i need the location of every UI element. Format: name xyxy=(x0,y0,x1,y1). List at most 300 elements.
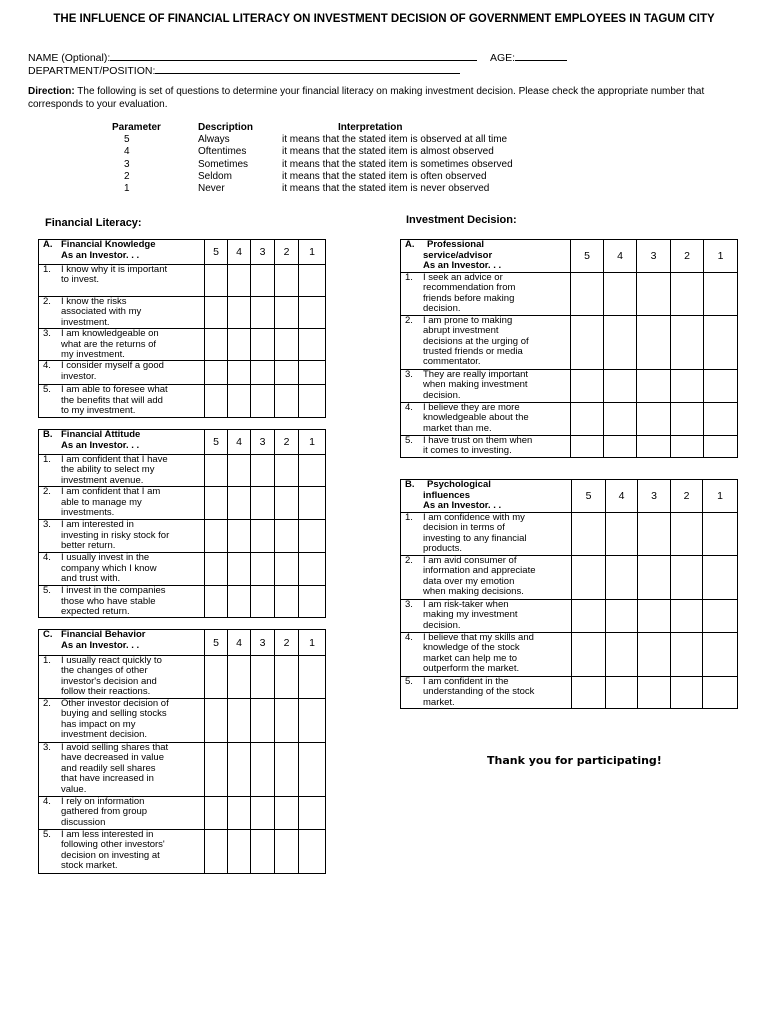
section-title xyxy=(61,430,140,451)
rating-cell-3[interactable] xyxy=(637,435,671,457)
rating-cell-4[interactable] xyxy=(228,830,251,874)
parameter-table xyxy=(112,122,513,195)
rating-cell-5[interactable] xyxy=(205,586,228,618)
rating-cell-2[interactable] xyxy=(671,632,703,676)
rating-cell-2[interactable] xyxy=(671,369,704,402)
question-line: data over my emotion xyxy=(423,575,515,587)
rating-cell-2[interactable] xyxy=(275,385,299,418)
question-line: I am avid consumer of xyxy=(423,554,517,566)
direction-label: Direction: xyxy=(28,86,75,97)
question-line: decision on investing at xyxy=(61,849,160,861)
rating-cell-3[interactable] xyxy=(251,586,275,618)
question-line: market. xyxy=(423,696,455,708)
rating-cell-3[interactable] xyxy=(638,555,671,599)
document-title: THE INFLUENCE OF FINANCIAL LITERACY ON INVESTMENT DECISION OF GOVERNMENT EMPLOYEES IN TAGUM CITY xyxy=(53,13,715,25)
question-text xyxy=(39,830,205,874)
question-line: company which I know xyxy=(61,562,157,574)
rating-cell-2[interactable] xyxy=(275,297,299,329)
question-row xyxy=(401,315,738,369)
rating-cell-2[interactable] xyxy=(671,402,704,435)
rating-cell-2[interactable] xyxy=(671,512,703,555)
rating-cell-3[interactable] xyxy=(251,265,275,297)
question-statement xyxy=(61,743,168,795)
question-text xyxy=(401,369,571,402)
rating-cell-4[interactable] xyxy=(228,699,251,743)
rating-cell-4[interactable] xyxy=(604,272,637,315)
question-line: investments. xyxy=(61,507,115,519)
rating-cell-5[interactable] xyxy=(571,315,604,369)
rating-cell-1[interactable] xyxy=(299,656,326,699)
question-text xyxy=(39,361,205,385)
question-text xyxy=(401,435,571,457)
question-number: 2. xyxy=(405,554,413,566)
question-text xyxy=(401,402,571,435)
question-number: 4. xyxy=(405,631,413,643)
question-statement xyxy=(61,265,167,286)
rating-cell-5[interactable] xyxy=(205,361,228,385)
question-line: the changes of other xyxy=(61,665,148,677)
scale-header-3: 3 xyxy=(251,430,275,455)
param-value: 4 xyxy=(124,146,130,158)
section-title xyxy=(61,630,145,651)
rating-cell-1[interactable] xyxy=(299,385,326,418)
question-line: recommendation from xyxy=(423,282,516,294)
rating-cell-5[interactable] xyxy=(205,329,228,361)
section-letter: A. xyxy=(43,239,53,250)
rating-cell-4[interactable] xyxy=(228,743,251,797)
question-row xyxy=(401,369,738,402)
question-line: I rely on information xyxy=(61,796,145,807)
rating-cell-3[interactable] xyxy=(638,599,671,632)
rating-cell-1[interactable] xyxy=(704,402,738,435)
section-title-line: Financial Attitude xyxy=(61,429,141,440)
scale-header-2: 2 xyxy=(671,240,704,273)
rating-cell-2[interactable] xyxy=(275,361,299,385)
rating-cell-5[interactable] xyxy=(205,265,228,297)
scale-header-1: 1 xyxy=(299,430,326,455)
scale-header-5: 5 xyxy=(205,430,228,455)
rating-cell-5[interactable] xyxy=(572,512,606,555)
rating-cell-5[interactable] xyxy=(205,520,228,553)
section-title-line: As an Investor. . . xyxy=(423,260,502,272)
rating-cell-1[interactable] xyxy=(299,361,326,385)
scale-header-1: 1 xyxy=(704,240,738,273)
question-text xyxy=(39,699,205,743)
rating-cell-3[interactable] xyxy=(637,369,671,402)
rating-cell-3[interactable] xyxy=(251,699,275,743)
rating-cell-2[interactable] xyxy=(671,676,703,708)
question-number: 2. xyxy=(43,486,51,498)
question-statement xyxy=(61,586,166,617)
question-line: I seek an advice or xyxy=(423,271,503,283)
question-line: decisions at the urging of xyxy=(423,335,529,347)
rating-cell-4[interactable] xyxy=(606,599,638,632)
rating-cell-1[interactable] xyxy=(704,369,738,402)
rating-cell-2[interactable] xyxy=(275,265,299,297)
rating-cell-1[interactable] xyxy=(299,553,326,586)
rating-cell-3[interactable] xyxy=(251,385,275,418)
rating-cell-1[interactable] xyxy=(703,632,738,676)
rating-cell-5[interactable] xyxy=(205,297,228,329)
question-line: making my investment xyxy=(423,609,518,621)
question-line: the benefits that will add xyxy=(61,394,163,406)
question-line: decision. xyxy=(423,303,461,314)
rating-cell-4[interactable] xyxy=(228,297,251,329)
question-row xyxy=(39,743,326,797)
question-line: market than me. xyxy=(423,422,492,434)
question-row xyxy=(401,512,738,555)
question-line: investment avenue. xyxy=(61,474,144,486)
question-row xyxy=(39,553,326,586)
rating-cell-1[interactable] xyxy=(704,435,738,457)
decision-table-a xyxy=(400,239,738,458)
rating-cell-5[interactable] xyxy=(572,632,606,676)
param-desc: Never xyxy=(198,183,225,195)
section-title xyxy=(423,240,501,272)
question-statement xyxy=(61,553,157,584)
question-line: I usually invest in the xyxy=(61,552,150,564)
rating-cell-1[interactable] xyxy=(299,586,326,618)
question-statement xyxy=(61,455,168,486)
rating-cell-5[interactable] xyxy=(205,455,228,487)
rating-cell-4[interactable] xyxy=(228,797,251,830)
question-line: and readily sell shares xyxy=(61,762,156,774)
thank-you-note: Thank you for participating! xyxy=(487,754,662,767)
rating-cell-2[interactable] xyxy=(275,553,299,586)
question-number: 1. xyxy=(43,264,51,275)
question-statement xyxy=(423,403,529,434)
rating-cell-5[interactable] xyxy=(205,553,228,586)
question-statement xyxy=(423,556,536,598)
rating-cell-3[interactable] xyxy=(637,402,671,435)
question-number: 4. xyxy=(43,360,51,372)
rating-cell-4[interactable] xyxy=(228,265,251,297)
rating-cell-4[interactable] xyxy=(606,555,638,599)
rating-cell-2[interactable] xyxy=(275,830,299,874)
param-interp: it means that the stated item is never observed xyxy=(282,183,490,195)
rating-cell-3[interactable] xyxy=(251,361,275,385)
section-header xyxy=(39,630,205,656)
rating-cell-3[interactable] xyxy=(251,455,275,487)
question-statement xyxy=(61,656,162,698)
question-line: Other investor decision of xyxy=(61,698,169,709)
rating-cell-3[interactable] xyxy=(251,743,275,797)
rating-cell-5[interactable] xyxy=(205,385,228,418)
question-number: 2. xyxy=(43,296,51,307)
scale-header-4: 4 xyxy=(228,430,251,455)
rating-cell-3[interactable] xyxy=(251,487,275,520)
literacy-table-c xyxy=(38,629,326,874)
question-text xyxy=(39,265,205,297)
param-value: 5 xyxy=(124,134,130,146)
param-interp: it means that the stated item is sometimes observed xyxy=(282,158,513,170)
question-line: buying and selling stocks xyxy=(61,708,167,720)
section-title-line: As an Investor. . . xyxy=(423,500,502,512)
rating-cell-1[interactable] xyxy=(703,676,738,708)
rating-cell-1[interactable] xyxy=(299,830,326,874)
name-field[interactable] xyxy=(28,50,477,64)
rating-cell-3[interactable] xyxy=(638,676,671,708)
rating-cell-5[interactable] xyxy=(205,699,228,743)
rating-cell-5[interactable] xyxy=(205,487,228,520)
rating-cell-4[interactable] xyxy=(228,455,251,487)
rating-cell-2[interactable] xyxy=(275,586,299,618)
department-field[interactable] xyxy=(28,63,460,77)
scale-header-5: 5 xyxy=(572,480,606,513)
question-line: decision. xyxy=(423,389,461,401)
param-interp: it means that the stated item is often observed xyxy=(282,170,487,182)
question-line: investing in risky stock for xyxy=(61,529,170,541)
rating-cell-3[interactable] xyxy=(251,553,275,586)
question-line: market can help me to xyxy=(423,652,517,664)
section-header xyxy=(401,240,571,273)
rating-cell-4[interactable] xyxy=(228,385,251,418)
question-number: 2. xyxy=(43,698,51,709)
rating-cell-2[interactable] xyxy=(671,435,704,457)
name-line[interactable] xyxy=(110,50,477,61)
rating-cell-4[interactable] xyxy=(228,361,251,385)
question-line: that have increased in xyxy=(61,773,154,785)
rating-cell-5[interactable] xyxy=(571,369,604,402)
scale-header-4: 4 xyxy=(606,480,638,513)
rating-cell-2[interactable] xyxy=(275,699,299,743)
rating-cell-2[interactable] xyxy=(671,272,704,315)
age-label: AGE: xyxy=(490,52,516,64)
rating-cell-1[interactable] xyxy=(703,555,738,599)
rating-cell-3[interactable] xyxy=(637,272,671,315)
question-number: 1. xyxy=(43,655,51,666)
question-row xyxy=(39,361,326,385)
rating-cell-4[interactable] xyxy=(228,520,251,553)
rating-cell-2[interactable] xyxy=(671,315,704,369)
rating-cell-1[interactable] xyxy=(299,487,326,520)
rating-cell-3[interactable] xyxy=(251,797,275,830)
age-line[interactable] xyxy=(515,50,567,61)
param-value: 3 xyxy=(124,158,130,170)
rating-cell-1[interactable] xyxy=(299,743,326,797)
rating-cell-4[interactable] xyxy=(228,487,251,520)
rating-cell-5[interactable] xyxy=(572,676,606,708)
rating-cell-5[interactable] xyxy=(205,656,228,699)
rating-cell-4[interactable] xyxy=(604,402,637,435)
question-line: investing to any financial xyxy=(423,532,527,544)
question-number: 1. xyxy=(43,454,51,465)
rating-cell-1[interactable] xyxy=(299,699,326,743)
rating-cell-2[interactable] xyxy=(671,555,703,599)
question-statement xyxy=(423,370,528,401)
rating-cell-1[interactable] xyxy=(299,265,326,297)
rating-cell-4[interactable] xyxy=(604,369,637,402)
section-title-line: As an Investor. . . xyxy=(61,639,140,651)
question-line: knowledge of the stock xyxy=(423,642,520,654)
question-line: I consider myself a good xyxy=(61,360,164,372)
rating-cell-4[interactable] xyxy=(606,632,638,676)
question-line: stock market. xyxy=(61,860,118,872)
section-header xyxy=(39,430,205,455)
rating-cell-4[interactable] xyxy=(228,586,251,618)
department-line[interactable] xyxy=(155,63,460,74)
section-header xyxy=(39,240,205,265)
question-number: 5. xyxy=(43,829,51,840)
question-statement xyxy=(61,361,164,382)
question-text xyxy=(401,599,572,632)
question-text xyxy=(39,487,205,520)
question-line: knowledgeable about the xyxy=(423,412,529,424)
question-text xyxy=(401,676,572,708)
section-header xyxy=(401,480,572,513)
question-line: I am able to foresee what xyxy=(61,384,168,396)
question-line: I am prone to making xyxy=(423,314,513,326)
question-line: I am confident in the xyxy=(423,675,509,687)
age-field[interactable] xyxy=(490,50,567,64)
rating-cell-5[interactable] xyxy=(571,435,604,457)
question-line: I avoid selling shares that xyxy=(61,742,169,753)
question-line: I am confident that I have xyxy=(61,454,168,465)
section-title-line: Financial Behavior xyxy=(61,629,146,640)
question-row xyxy=(39,830,326,874)
param-desc: Oftentimes xyxy=(198,146,247,158)
rating-cell-2[interactable] xyxy=(275,743,299,797)
question-line: the ability to select my xyxy=(61,464,155,476)
question-line: I know the risks xyxy=(61,296,127,307)
rating-cell-4[interactable] xyxy=(228,553,251,586)
question-text xyxy=(39,553,205,586)
financial-literacy-heading: Financial Literacy: xyxy=(45,217,142,229)
question-line: I am risk-taker when xyxy=(423,598,509,610)
question-number: 3. xyxy=(43,328,51,340)
question-number: 3. xyxy=(43,519,51,531)
rating-cell-3[interactable] xyxy=(251,329,275,361)
scale-header-2: 2 xyxy=(671,480,703,513)
question-line: information and appreciate xyxy=(423,565,536,577)
question-text xyxy=(39,297,205,329)
question-number: 5. xyxy=(43,585,51,597)
rating-cell-5[interactable] xyxy=(571,402,604,435)
rating-cell-3[interactable] xyxy=(637,315,671,369)
param-interp: it means that the stated item is observed at all time xyxy=(282,134,508,146)
rating-cell-5[interactable] xyxy=(572,599,606,632)
section-letter: C. xyxy=(43,629,53,640)
question-text xyxy=(401,512,572,555)
question-line: They are really important xyxy=(423,368,529,380)
interp-header: Interpretation xyxy=(338,122,403,134)
question-text xyxy=(401,272,571,315)
question-statement xyxy=(61,830,165,872)
rating-cell-5[interactable] xyxy=(205,743,228,797)
question-line: I am interested in xyxy=(61,519,134,531)
question-statement xyxy=(423,513,527,555)
rating-cell-2[interactable] xyxy=(275,329,299,361)
param-value: 2 xyxy=(124,170,130,182)
question-line: I usually react quickly to xyxy=(61,655,162,666)
rating-cell-1[interactable] xyxy=(299,520,326,553)
question-line: decision. xyxy=(423,619,461,631)
question-line: understanding of the stock xyxy=(423,686,535,698)
name-label: NAME (Optional): xyxy=(28,52,111,64)
rating-cell-2[interactable] xyxy=(275,797,299,830)
question-line: I believe they are more xyxy=(423,401,520,413)
rating-cell-4[interactable] xyxy=(604,435,637,457)
question-line: abrupt investment xyxy=(423,325,499,337)
rating-cell-1[interactable] xyxy=(703,512,738,555)
rating-cell-1[interactable] xyxy=(299,455,326,487)
literacy-table-a xyxy=(38,239,326,418)
rating-cell-2[interactable] xyxy=(275,487,299,520)
rating-cell-5[interactable] xyxy=(572,555,606,599)
rating-cell-4[interactable] xyxy=(228,329,251,361)
rating-cell-3[interactable] xyxy=(638,632,671,676)
rating-cell-1[interactable] xyxy=(704,315,738,369)
question-row xyxy=(39,455,326,487)
scale-header-3: 3 xyxy=(638,480,671,513)
param-desc: Always xyxy=(198,134,230,146)
question-line: investment decision. xyxy=(61,729,148,741)
question-line: outperform the market. xyxy=(423,663,520,674)
question-number: 2. xyxy=(405,314,413,326)
question-statement xyxy=(61,385,168,416)
question-line: follow their reactions. xyxy=(61,686,151,698)
rating-cell-5[interactable] xyxy=(205,797,228,830)
rating-cell-1[interactable] xyxy=(703,599,738,632)
decision-table-b xyxy=(400,479,738,709)
rating-cell-4[interactable] xyxy=(604,315,637,369)
question-row xyxy=(39,797,326,830)
rating-cell-1[interactable] xyxy=(704,272,738,315)
question-line: those who have stable xyxy=(61,595,156,607)
scale-header-2: 2 xyxy=(275,630,299,656)
question-number: 3. xyxy=(405,598,413,610)
rating-cell-3[interactable] xyxy=(638,512,671,555)
literacy-table-b xyxy=(38,429,326,618)
question-text xyxy=(39,385,205,418)
question-row xyxy=(401,632,738,676)
rating-cell-2[interactable] xyxy=(275,520,299,553)
question-text xyxy=(401,555,572,599)
rating-cell-5[interactable] xyxy=(205,830,228,874)
question-row xyxy=(401,676,738,708)
question-row xyxy=(401,555,738,599)
question-line: decision in terms of xyxy=(423,522,505,534)
rating-cell-1[interactable] xyxy=(299,797,326,830)
rating-cell-3[interactable] xyxy=(251,520,275,553)
question-number: 4. xyxy=(405,401,413,413)
direction-text xyxy=(28,86,740,111)
question-line: and trust with. xyxy=(61,573,121,585)
rating-cell-4[interactable] xyxy=(606,676,638,708)
rating-cell-3[interactable] xyxy=(251,297,275,329)
rating-cell-4[interactable] xyxy=(228,656,251,699)
rating-cell-2[interactable] xyxy=(275,455,299,487)
rating-cell-1[interactable] xyxy=(299,329,326,361)
rating-cell-1[interactable] xyxy=(299,297,326,329)
section-letter: B. xyxy=(405,479,415,490)
rating-cell-2[interactable] xyxy=(671,599,703,632)
question-row xyxy=(39,586,326,618)
question-number: 5. xyxy=(405,434,413,446)
question-line: products. xyxy=(423,543,463,554)
rating-cell-4[interactable] xyxy=(606,512,638,555)
question-line: able to manage my xyxy=(61,496,142,508)
section-letter: B. xyxy=(43,429,53,440)
rating-cell-5[interactable] xyxy=(571,272,604,315)
question-line: my investment. xyxy=(61,349,125,361)
rating-cell-3[interactable] xyxy=(251,830,275,874)
rating-cell-2[interactable] xyxy=(275,656,299,699)
scale-header-4: 4 xyxy=(228,630,251,656)
rating-cell-3[interactable] xyxy=(251,656,275,699)
question-text xyxy=(401,632,572,676)
question-row xyxy=(401,402,738,435)
